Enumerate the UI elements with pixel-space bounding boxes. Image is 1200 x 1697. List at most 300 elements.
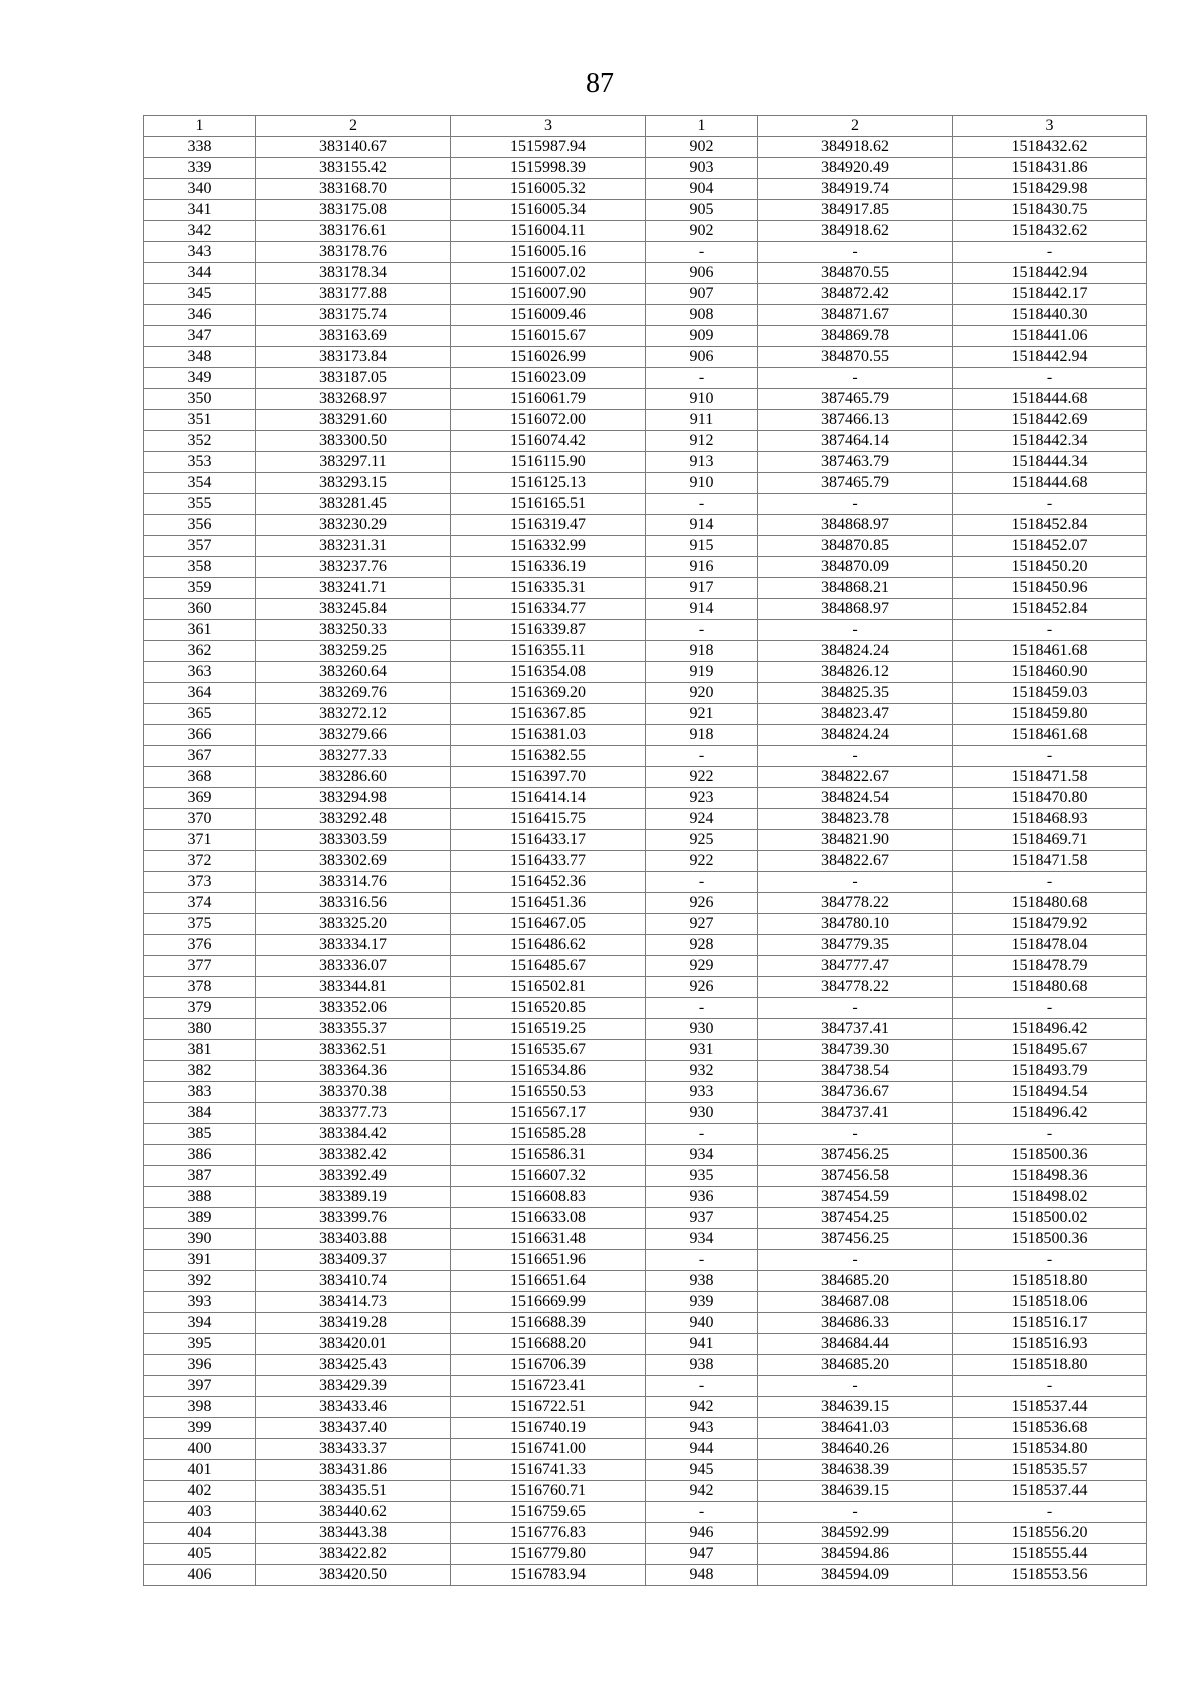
x-left-cell: 383286.60 xyxy=(256,767,451,788)
y-right-cell: 1518461.68 xyxy=(953,641,1147,662)
x-left-cell: 383281.45 xyxy=(256,494,451,515)
y-left-cell: 1516115.90 xyxy=(451,452,646,473)
table-row xyxy=(144,620,1147,641)
point-left-cell: 382 xyxy=(144,1061,256,1082)
x-right-cell: 384685.20 xyxy=(758,1355,953,1376)
x-right-cell: 384823.78 xyxy=(758,809,953,830)
point-left-cell: 354 xyxy=(144,473,256,494)
y-left-cell: 1516415.75 xyxy=(451,809,646,830)
point-left-cell: 346 xyxy=(144,305,256,326)
point-right-cell: 944 xyxy=(646,1439,758,1460)
x-left-cell: 383435.51 xyxy=(256,1481,451,1502)
point-left-cell: 348 xyxy=(144,347,256,368)
x-right-cell: 384870.85 xyxy=(758,536,953,557)
y-left-cell: 1516485.67 xyxy=(451,956,646,977)
table-row xyxy=(144,1544,1147,1565)
y-right-cell: 1518471.58 xyxy=(953,767,1147,788)
x-left-cell: 383155.42 xyxy=(256,158,451,179)
point-right-cell: 934 xyxy=(646,1145,758,1166)
x-left-cell: 383250.33 xyxy=(256,620,451,641)
point-right-cell: 922 xyxy=(646,851,758,872)
point-right-cell: 910 xyxy=(646,473,758,494)
y-right-cell: 1518429.98 xyxy=(953,179,1147,200)
x-left-cell: 383237.76 xyxy=(256,557,451,578)
table-row xyxy=(144,872,1147,893)
y-right-cell: 1518442.34 xyxy=(953,431,1147,452)
x-left-cell: 383355.37 xyxy=(256,1019,451,1040)
table-row xyxy=(144,1460,1147,1481)
y-left-cell: 1516779.80 xyxy=(451,1544,646,1565)
point-left-cell: 396 xyxy=(144,1355,256,1376)
x-left-cell: 383293.15 xyxy=(256,473,451,494)
x-right-cell: 384594.09 xyxy=(758,1565,953,1586)
point-left-cell: 369 xyxy=(144,788,256,809)
x-left-cell: 383292.48 xyxy=(256,809,451,830)
point-right-cell: - xyxy=(646,1250,758,1271)
table-row xyxy=(144,956,1147,977)
table-row xyxy=(144,536,1147,557)
y-right-cell: 1518534.80 xyxy=(953,1439,1147,1460)
x-right-cell: 384686.33 xyxy=(758,1313,953,1334)
y-right-cell: 1518494.54 xyxy=(953,1082,1147,1103)
point-right-cell: 941 xyxy=(646,1334,758,1355)
point-left-cell: 358 xyxy=(144,557,256,578)
x-right-cell: 384869.78 xyxy=(758,326,953,347)
x-left-cell: 383433.46 xyxy=(256,1397,451,1418)
x-left-cell: 383370.38 xyxy=(256,1082,451,1103)
point-left-cell: 342 xyxy=(144,221,256,242)
y-left-cell: 1516783.94 xyxy=(451,1565,646,1586)
x-right-cell: 384917.85 xyxy=(758,200,953,221)
table-row xyxy=(144,1439,1147,1460)
point-left-cell: 377 xyxy=(144,956,256,977)
x-left-cell: 383443.38 xyxy=(256,1523,451,1544)
point-right-cell: 934 xyxy=(646,1229,758,1250)
x-right-cell: 384872.42 xyxy=(758,284,953,305)
point-left-cell: 398 xyxy=(144,1397,256,1418)
table-row xyxy=(144,998,1147,1019)
x-right-cell: 384737.41 xyxy=(758,1103,953,1124)
table-row xyxy=(144,788,1147,809)
x-right-cell: 384823.47 xyxy=(758,704,953,725)
point-left-cell: 379 xyxy=(144,998,256,1019)
y-left-cell: 1516355.11 xyxy=(451,641,646,662)
y-left-cell: 1516760.71 xyxy=(451,1481,646,1502)
y-left-cell: 1516335.31 xyxy=(451,578,646,599)
x-right-cell: 384871.67 xyxy=(758,305,953,326)
point-right-cell: 909 xyxy=(646,326,758,347)
y-right-cell: 1518440.30 xyxy=(953,305,1147,326)
y-right-cell: 1518459.80 xyxy=(953,704,1147,725)
y-right-cell: - xyxy=(953,1250,1147,1271)
point-left-cell: 356 xyxy=(144,515,256,536)
x-right-cell: 387465.79 xyxy=(758,473,953,494)
point-right-cell: 924 xyxy=(646,809,758,830)
x-right-cell: - xyxy=(758,494,953,515)
x-right-cell: 384868.21 xyxy=(758,578,953,599)
x-left-cell: 383302.69 xyxy=(256,851,451,872)
table-row xyxy=(144,1565,1147,1586)
table-row xyxy=(144,1397,1147,1418)
y-right-cell: 1518432.62 xyxy=(953,137,1147,158)
y-right-cell: 1518498.02 xyxy=(953,1187,1147,1208)
y-left-cell: 1516007.02 xyxy=(451,263,646,284)
point-right-cell: - xyxy=(646,1376,758,1397)
x-right-cell: 384640.26 xyxy=(758,1439,953,1460)
y-right-cell: 1518450.20 xyxy=(953,557,1147,578)
x-left-cell: 383187.05 xyxy=(256,368,451,389)
x-left-cell: 383259.25 xyxy=(256,641,451,662)
y-left-cell: 1516535.67 xyxy=(451,1040,646,1061)
table-row xyxy=(144,515,1147,536)
point-left-cell: 350 xyxy=(144,389,256,410)
y-left-cell: 1516451.36 xyxy=(451,893,646,914)
x-right-cell: 387454.59 xyxy=(758,1187,953,1208)
y-right-cell: 1518452.07 xyxy=(953,536,1147,557)
point-left-cell: 363 xyxy=(144,662,256,683)
table-row xyxy=(144,851,1147,872)
x-left-cell: 383300.50 xyxy=(256,431,451,452)
x-left-cell: 383178.34 xyxy=(256,263,451,284)
y-left-cell: 1516776.83 xyxy=(451,1523,646,1544)
y-left-cell: 1516669.99 xyxy=(451,1292,646,1313)
point-right-cell: 938 xyxy=(646,1271,758,1292)
table-row xyxy=(144,200,1147,221)
y-right-cell: 1518555.44 xyxy=(953,1544,1147,1565)
header-cell-x-right: 2 xyxy=(758,116,953,137)
y-right-cell: - xyxy=(953,620,1147,641)
x-left-cell: 383399.76 xyxy=(256,1208,451,1229)
x-left-cell: 383178.76 xyxy=(256,242,451,263)
point-left-cell: 399 xyxy=(144,1418,256,1439)
x-right-cell: 384868.97 xyxy=(758,599,953,620)
point-left-cell: 355 xyxy=(144,494,256,515)
y-left-cell: 1516061.79 xyxy=(451,389,646,410)
x-right-cell: 387456.58 xyxy=(758,1166,953,1187)
x-left-cell: 383175.08 xyxy=(256,200,451,221)
y-left-cell: 1516414.14 xyxy=(451,788,646,809)
point-left-cell: 364 xyxy=(144,683,256,704)
x-left-cell: 383362.51 xyxy=(256,1040,451,1061)
x-right-cell: 384824.24 xyxy=(758,725,953,746)
y-right-cell: - xyxy=(953,368,1147,389)
point-left-cell: 367 xyxy=(144,746,256,767)
x-left-cell: 383344.81 xyxy=(256,977,451,998)
table-row xyxy=(144,578,1147,599)
x-left-cell: 383433.37 xyxy=(256,1439,451,1460)
point-left-cell: 361 xyxy=(144,620,256,641)
x-left-cell: 383303.59 xyxy=(256,830,451,851)
table-row xyxy=(144,830,1147,851)
x-right-cell: 384824.24 xyxy=(758,641,953,662)
x-right-cell: 387463.79 xyxy=(758,452,953,473)
table-row xyxy=(144,473,1147,494)
x-right-cell: 384684.44 xyxy=(758,1334,953,1355)
table-row xyxy=(144,1187,1147,1208)
table-row xyxy=(144,599,1147,620)
x-left-cell: 383272.12 xyxy=(256,704,451,725)
table-row xyxy=(144,137,1147,158)
x-left-cell: 383352.06 xyxy=(256,998,451,1019)
y-right-cell: 1518460.90 xyxy=(953,662,1147,683)
point-right-cell: 913 xyxy=(646,452,758,473)
y-right-cell: 1518518.80 xyxy=(953,1271,1147,1292)
point-right-cell: 918 xyxy=(646,641,758,662)
x-right-cell: 384738.54 xyxy=(758,1061,953,1082)
x-right-cell: 384736.67 xyxy=(758,1082,953,1103)
page-number: 87 xyxy=(586,68,614,99)
y-right-cell: 1518431.86 xyxy=(953,158,1147,179)
y-left-cell: 1516520.85 xyxy=(451,998,646,1019)
point-right-cell: 923 xyxy=(646,788,758,809)
table-row xyxy=(144,158,1147,179)
y-right-cell: 1518480.68 xyxy=(953,893,1147,914)
x-left-cell: 383294.98 xyxy=(256,788,451,809)
x-left-cell: 383241.71 xyxy=(256,578,451,599)
x-left-cell: 383334.17 xyxy=(256,935,451,956)
y-right-cell: 1518432.62 xyxy=(953,221,1147,242)
y-left-cell: 1516688.20 xyxy=(451,1334,646,1355)
x-left-cell: 383297.11 xyxy=(256,452,451,473)
point-right-cell: 902 xyxy=(646,221,758,242)
x-right-cell: 384825.35 xyxy=(758,683,953,704)
y-right-cell: 1518478.79 xyxy=(953,956,1147,977)
y-right-cell: 1518441.06 xyxy=(953,326,1147,347)
y-right-cell: 1518430.75 xyxy=(953,200,1147,221)
x-left-cell: 383419.28 xyxy=(256,1313,451,1334)
table-row xyxy=(144,557,1147,578)
y-left-cell: 1516631.48 xyxy=(451,1229,646,1250)
point-left-cell: 380 xyxy=(144,1019,256,1040)
point-left-cell: 383 xyxy=(144,1082,256,1103)
y-left-cell: 1516074.42 xyxy=(451,431,646,452)
header-cell-point-left: 1 xyxy=(144,116,256,137)
point-right-cell: 914 xyxy=(646,599,758,620)
y-right-cell: - xyxy=(953,746,1147,767)
point-right-cell: 947 xyxy=(646,1544,758,1565)
table-row xyxy=(144,704,1147,725)
point-right-cell: 905 xyxy=(646,200,758,221)
x-left-cell: 383230.29 xyxy=(256,515,451,536)
point-left-cell: 343 xyxy=(144,242,256,263)
y-right-cell: 1518518.06 xyxy=(953,1292,1147,1313)
table-row xyxy=(144,179,1147,200)
point-left-cell: 406 xyxy=(144,1565,256,1586)
x-right-cell: 384639.15 xyxy=(758,1481,953,1502)
x-right-cell: 384870.55 xyxy=(758,263,953,284)
point-right-cell: 918 xyxy=(646,725,758,746)
point-right-cell: 903 xyxy=(646,158,758,179)
point-left-cell: 390 xyxy=(144,1229,256,1250)
point-right-cell: 902 xyxy=(646,137,758,158)
x-right-cell: - xyxy=(758,1376,953,1397)
x-right-cell: 387465.79 xyxy=(758,389,953,410)
y-left-cell: 1516381.03 xyxy=(451,725,646,746)
table-row xyxy=(144,410,1147,431)
y-right-cell: 1518493.79 xyxy=(953,1061,1147,1082)
y-left-cell: 1516502.81 xyxy=(451,977,646,998)
x-left-cell: 383389.19 xyxy=(256,1187,451,1208)
y-left-cell: 1516369.20 xyxy=(451,683,646,704)
point-left-cell: 362 xyxy=(144,641,256,662)
point-right-cell: 938 xyxy=(646,1355,758,1376)
x-right-cell: 384826.12 xyxy=(758,662,953,683)
y-right-cell: - xyxy=(953,1124,1147,1145)
x-right-cell: 384824.54 xyxy=(758,788,953,809)
x-left-cell: 383173.84 xyxy=(256,347,451,368)
point-left-cell: 351 xyxy=(144,410,256,431)
y-left-cell: 1516005.32 xyxy=(451,179,646,200)
y-right-cell: 1518495.67 xyxy=(953,1040,1147,1061)
x-right-cell: - xyxy=(758,242,953,263)
y-left-cell: 1516706.39 xyxy=(451,1355,646,1376)
x-right-cell: 384641.03 xyxy=(758,1418,953,1439)
y-right-cell: 1518556.20 xyxy=(953,1523,1147,1544)
x-right-cell: 387454.25 xyxy=(758,1208,953,1229)
x-right-cell: - xyxy=(758,620,953,641)
point-left-cell: 393 xyxy=(144,1292,256,1313)
x-left-cell: 383163.69 xyxy=(256,326,451,347)
y-left-cell: 1516722.51 xyxy=(451,1397,646,1418)
point-right-cell: 930 xyxy=(646,1019,758,1040)
point-right-cell: 945 xyxy=(646,1460,758,1481)
x-left-cell: 383425.43 xyxy=(256,1355,451,1376)
y-left-cell: 1516125.13 xyxy=(451,473,646,494)
point-left-cell: 360 xyxy=(144,599,256,620)
y-left-cell: 1516519.25 xyxy=(451,1019,646,1040)
x-right-cell: 384777.47 xyxy=(758,956,953,977)
y-right-cell: - xyxy=(953,242,1147,263)
x-left-cell: 383177.88 xyxy=(256,284,451,305)
point-right-cell: 936 xyxy=(646,1187,758,1208)
x-left-cell: 383291.60 xyxy=(256,410,451,431)
x-left-cell: 383314.76 xyxy=(256,872,451,893)
y-right-cell: 1518498.36 xyxy=(953,1166,1147,1187)
y-right-cell: 1518444.34 xyxy=(953,452,1147,473)
point-right-cell: 946 xyxy=(646,1523,758,1544)
table-header xyxy=(144,116,1147,137)
x-right-cell: 384592.99 xyxy=(758,1523,953,1544)
point-left-cell: 347 xyxy=(144,326,256,347)
x-left-cell: 383245.84 xyxy=(256,599,451,620)
table-row xyxy=(144,263,1147,284)
y-right-cell: 1518450.96 xyxy=(953,578,1147,599)
table-row xyxy=(144,641,1147,662)
point-left-cell: 374 xyxy=(144,893,256,914)
point-left-cell: 402 xyxy=(144,1481,256,1502)
point-right-cell: 930 xyxy=(646,1103,758,1124)
table-row xyxy=(144,725,1147,746)
y-right-cell: 1518442.69 xyxy=(953,410,1147,431)
y-right-cell: 1518496.42 xyxy=(953,1103,1147,1124)
header-cell-x-left: 2 xyxy=(256,116,451,137)
x-left-cell: 383431.86 xyxy=(256,1460,451,1481)
y-left-cell: 1516486.62 xyxy=(451,935,646,956)
y-left-cell: 1516741.33 xyxy=(451,1460,646,1481)
x-right-cell: 384868.97 xyxy=(758,515,953,536)
x-right-cell: 384778.22 xyxy=(758,977,953,998)
y-left-cell: 1516759.65 xyxy=(451,1502,646,1523)
table-row xyxy=(144,914,1147,935)
point-left-cell: 376 xyxy=(144,935,256,956)
y-right-cell: 1518461.68 xyxy=(953,725,1147,746)
x-right-cell: 384780.10 xyxy=(758,914,953,935)
table-row xyxy=(144,977,1147,998)
point-left-cell: 353 xyxy=(144,452,256,473)
point-left-cell: 392 xyxy=(144,1271,256,1292)
point-left-cell: 352 xyxy=(144,431,256,452)
x-right-cell: - xyxy=(758,1250,953,1271)
y-left-cell: 1516005.34 xyxy=(451,200,646,221)
y-left-cell: 1516550.53 xyxy=(451,1082,646,1103)
x-left-cell: 383279.66 xyxy=(256,725,451,746)
y-left-cell: 1516015.67 xyxy=(451,326,646,347)
table-row xyxy=(144,1376,1147,1397)
y-right-cell: 1518518.80 xyxy=(953,1355,1147,1376)
x-left-cell: 383316.56 xyxy=(256,893,451,914)
point-right-cell: 915 xyxy=(646,536,758,557)
point-left-cell: 371 xyxy=(144,830,256,851)
point-left-cell: 405 xyxy=(144,1544,256,1565)
point-left-cell: 404 xyxy=(144,1523,256,1544)
y-right-cell: 1518470.80 xyxy=(953,788,1147,809)
x-left-cell: 383409.37 xyxy=(256,1250,451,1271)
point-right-cell: 939 xyxy=(646,1292,758,1313)
point-left-cell: 373 xyxy=(144,872,256,893)
x-left-cell: 383437.40 xyxy=(256,1418,451,1439)
table-row xyxy=(144,242,1147,263)
point-right-cell: 948 xyxy=(646,1565,758,1586)
y-left-cell: 1516004.11 xyxy=(451,221,646,242)
point-left-cell: 381 xyxy=(144,1040,256,1061)
table-row xyxy=(144,494,1147,515)
x-left-cell: 383420.50 xyxy=(256,1565,451,1586)
point-left-cell: 391 xyxy=(144,1250,256,1271)
y-left-cell: 1516072.00 xyxy=(451,410,646,431)
x-right-cell: 387464.14 xyxy=(758,431,953,452)
x-left-cell: 383231.31 xyxy=(256,536,451,557)
y-right-cell: 1518553.56 xyxy=(953,1565,1147,1586)
point-right-cell: 927 xyxy=(646,914,758,935)
point-right-cell: - xyxy=(646,872,758,893)
x-right-cell: 384821.90 xyxy=(758,830,953,851)
x-left-cell: 383260.64 xyxy=(256,662,451,683)
x-left-cell: 383429.39 xyxy=(256,1376,451,1397)
x-left-cell: 383268.97 xyxy=(256,389,451,410)
table-row xyxy=(144,1250,1147,1271)
x-right-cell: 384739.30 xyxy=(758,1040,953,1061)
point-left-cell: 365 xyxy=(144,704,256,725)
point-left-cell: 386 xyxy=(144,1145,256,1166)
point-left-cell: 349 xyxy=(144,368,256,389)
point-right-cell: 937 xyxy=(646,1208,758,1229)
table-row xyxy=(144,1145,1147,1166)
table-row xyxy=(144,1481,1147,1502)
x-left-cell: 383410.74 xyxy=(256,1271,451,1292)
y-right-cell: 1518471.58 xyxy=(953,851,1147,872)
x-right-cell: 384919.74 xyxy=(758,179,953,200)
y-right-cell: 1518444.68 xyxy=(953,473,1147,494)
y-right-cell: 1518535.57 xyxy=(953,1460,1147,1481)
y-left-cell: 1516433.77 xyxy=(451,851,646,872)
y-right-cell: 1518500.36 xyxy=(953,1229,1147,1250)
y-left-cell: 1516608.83 xyxy=(451,1187,646,1208)
x-right-cell: 384918.62 xyxy=(758,137,953,158)
point-right-cell: 929 xyxy=(646,956,758,977)
point-right-cell: 920 xyxy=(646,683,758,704)
x-left-cell: 383422.82 xyxy=(256,1544,451,1565)
point-right-cell: 904 xyxy=(646,179,758,200)
